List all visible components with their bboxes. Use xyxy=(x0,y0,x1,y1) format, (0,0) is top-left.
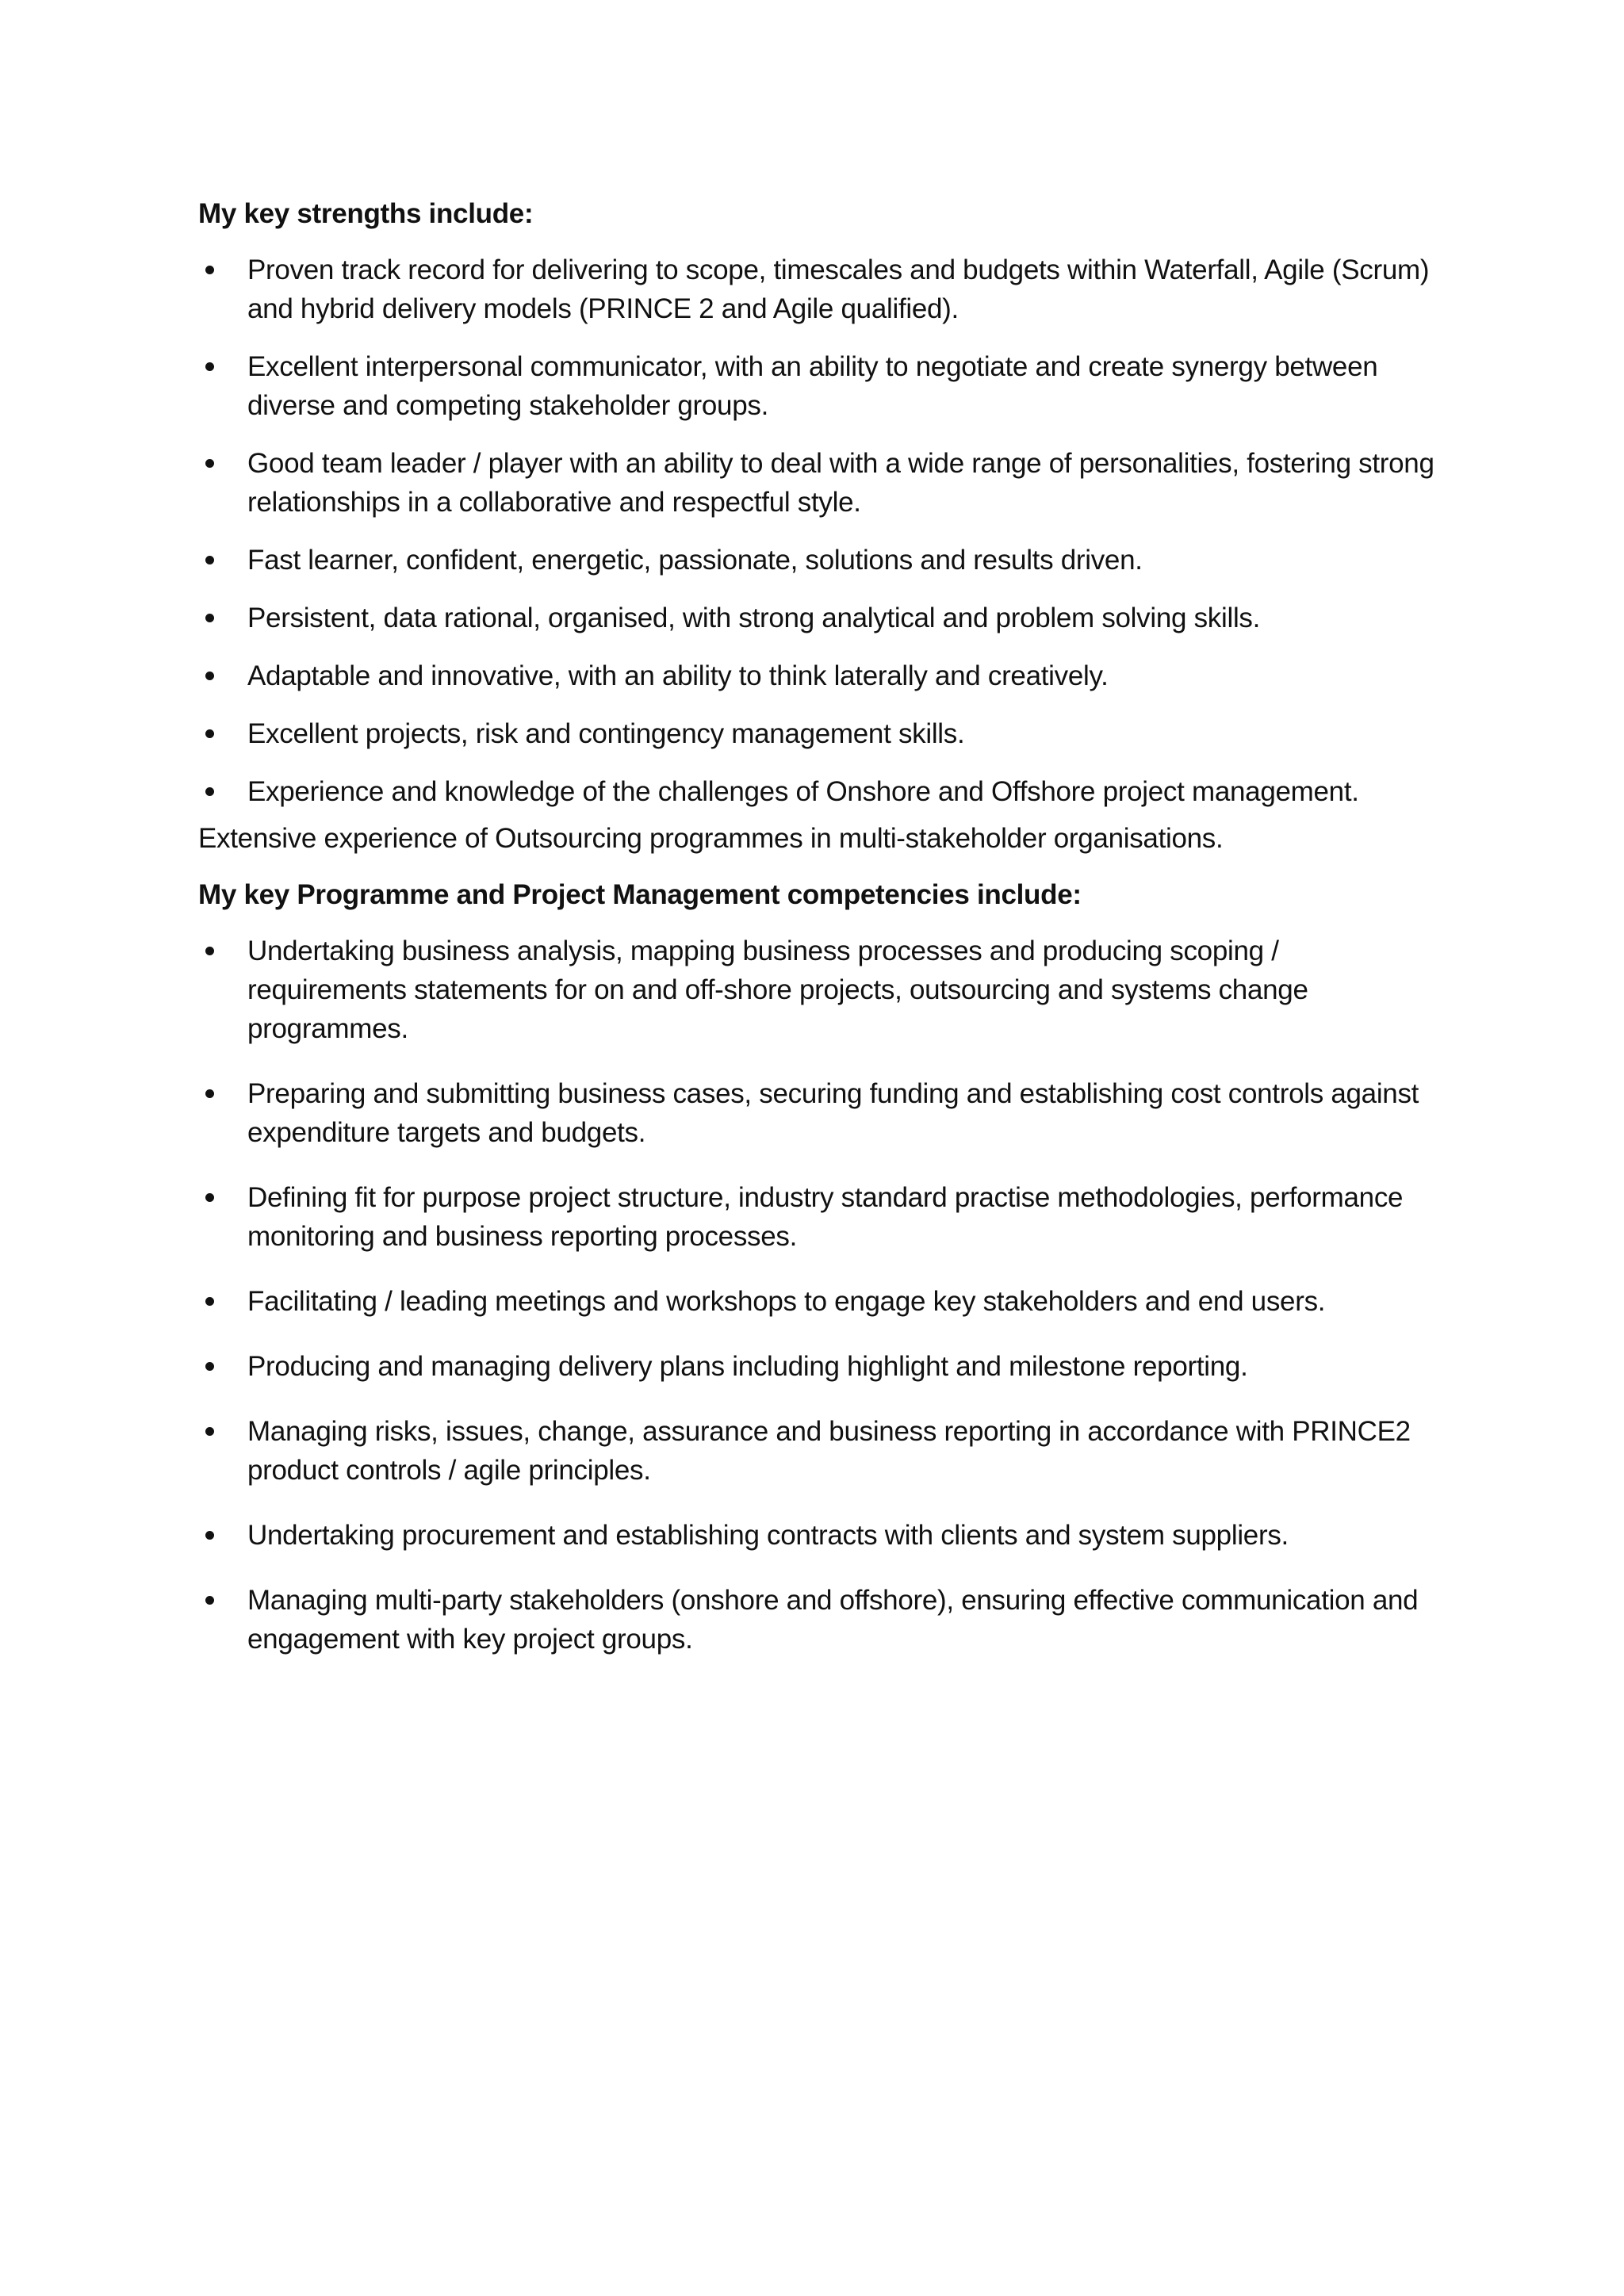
list-item xyxy=(198,1581,1435,1659)
bullet-dot-icon xyxy=(205,787,214,796)
bullet-dot-icon xyxy=(205,1531,214,1540)
list-item xyxy=(198,1412,1435,1490)
list-item xyxy=(198,599,1435,637)
bullet-dot-icon xyxy=(205,266,214,274)
bullet-dot-icon xyxy=(205,1427,214,1436)
list-item-text: Managing multi-party stakeholders (onshore and offshore), ensuring effective communication and engagement with key project groups. xyxy=(247,1585,1419,1655)
document-content xyxy=(198,194,1435,1685)
strengths-heading: My key strengths include: xyxy=(198,198,534,229)
bullet-dot-icon xyxy=(205,1297,214,1306)
list-item-text: Preparing and submitting business cases, securing funding and establishing cost controls against expenditure targets and budgets. xyxy=(247,1078,1419,1148)
list-item-text: Facilitating / leading meetings and workshops to engage key stakeholders and end users. xyxy=(247,1286,1326,1317)
list-item xyxy=(198,1178,1435,1256)
bullet-dot-icon xyxy=(205,1089,214,1098)
outsourcing-experience-paragraph: Extensive experience of Outsourcing programmes in multi-stakeholder organisations. xyxy=(198,823,1224,854)
bullet-dot-icon xyxy=(205,947,214,955)
list-item xyxy=(198,1347,1435,1386)
competencies-list xyxy=(198,932,1435,1659)
competencies-heading: My key Programme and Project Management competencies include: xyxy=(198,879,1082,910)
bullet-dot-icon xyxy=(205,1362,214,1371)
list-item xyxy=(198,656,1435,695)
bullet-dot-icon xyxy=(205,362,214,371)
bullet-dot-icon xyxy=(205,614,214,622)
list-item xyxy=(198,714,1435,753)
list-item-text: Undertaking procurement and establishing contracts with clients and system suppliers. xyxy=(247,1520,1289,1551)
list-item-text: Excellent projects, risk and contingency management skills. xyxy=(247,718,965,749)
list-item-text: Excellent interpersonal communicator, with an ability to negotiate and create synergy between diverse and competing stakeholder groups. xyxy=(247,351,1378,421)
strengths-list xyxy=(198,251,1435,811)
list-item-text: Proven track record for delivering to scope, timescales and budgets within Waterfall, Agile (Scrum) and hybrid delivery models (PRINCE 2 and Agile qualified). xyxy=(247,254,1430,324)
bullet-dot-icon xyxy=(205,1596,214,1605)
list-item-text: Experience and knowledge of the challenges of Onshore and Offshore project management. xyxy=(247,776,1359,807)
list-item xyxy=(198,1516,1435,1555)
list-item-text: Defining fit for purpose project structure, industry standard practise methodologies, performance monitoring and business reporting processes. xyxy=(247,1182,1404,1252)
bullet-dot-icon xyxy=(205,729,214,738)
list-item xyxy=(198,1282,1435,1321)
list-item xyxy=(198,251,1435,328)
bullet-dot-icon xyxy=(205,672,214,680)
list-item-text: Adaptable and innovative, with an ability to think laterally and creatively. xyxy=(247,660,1109,691)
bullet-dot-icon xyxy=(205,1193,214,1202)
list-item xyxy=(198,772,1435,811)
list-item-text: Fast learner, confident, energetic, passionate, solutions and results driven. xyxy=(247,545,1143,576)
list-item-text: Managing risks, issues, change, assurance and business reporting in accordance with PRINCE2 product controls / agile principles. xyxy=(247,1416,1411,1486)
list-item-text: Producing and managing delivery plans including highlight and milestone reporting. xyxy=(247,1351,1248,1382)
list-item-text: Undertaking business analysis, mapping business processes and producing scoping / requirements statements for on and off-shore projects, outsourcing and systems change programmes. xyxy=(247,936,1308,1044)
list-item xyxy=(198,444,1435,522)
list-item-text: Persistent, data rational, organised, with strong analytical and problem solving skills. xyxy=(247,603,1261,633)
list-item xyxy=(198,1074,1435,1152)
list-item xyxy=(198,932,1435,1048)
list-item xyxy=(198,347,1435,425)
list-item-text: Good team leader / player with an ability to deal with a wide range of personalities, fostering strong relationships in a collaborative and respectful style. xyxy=(247,448,1434,518)
list-item xyxy=(198,541,1435,580)
bullet-dot-icon xyxy=(205,459,214,468)
bullet-dot-icon xyxy=(205,556,214,564)
